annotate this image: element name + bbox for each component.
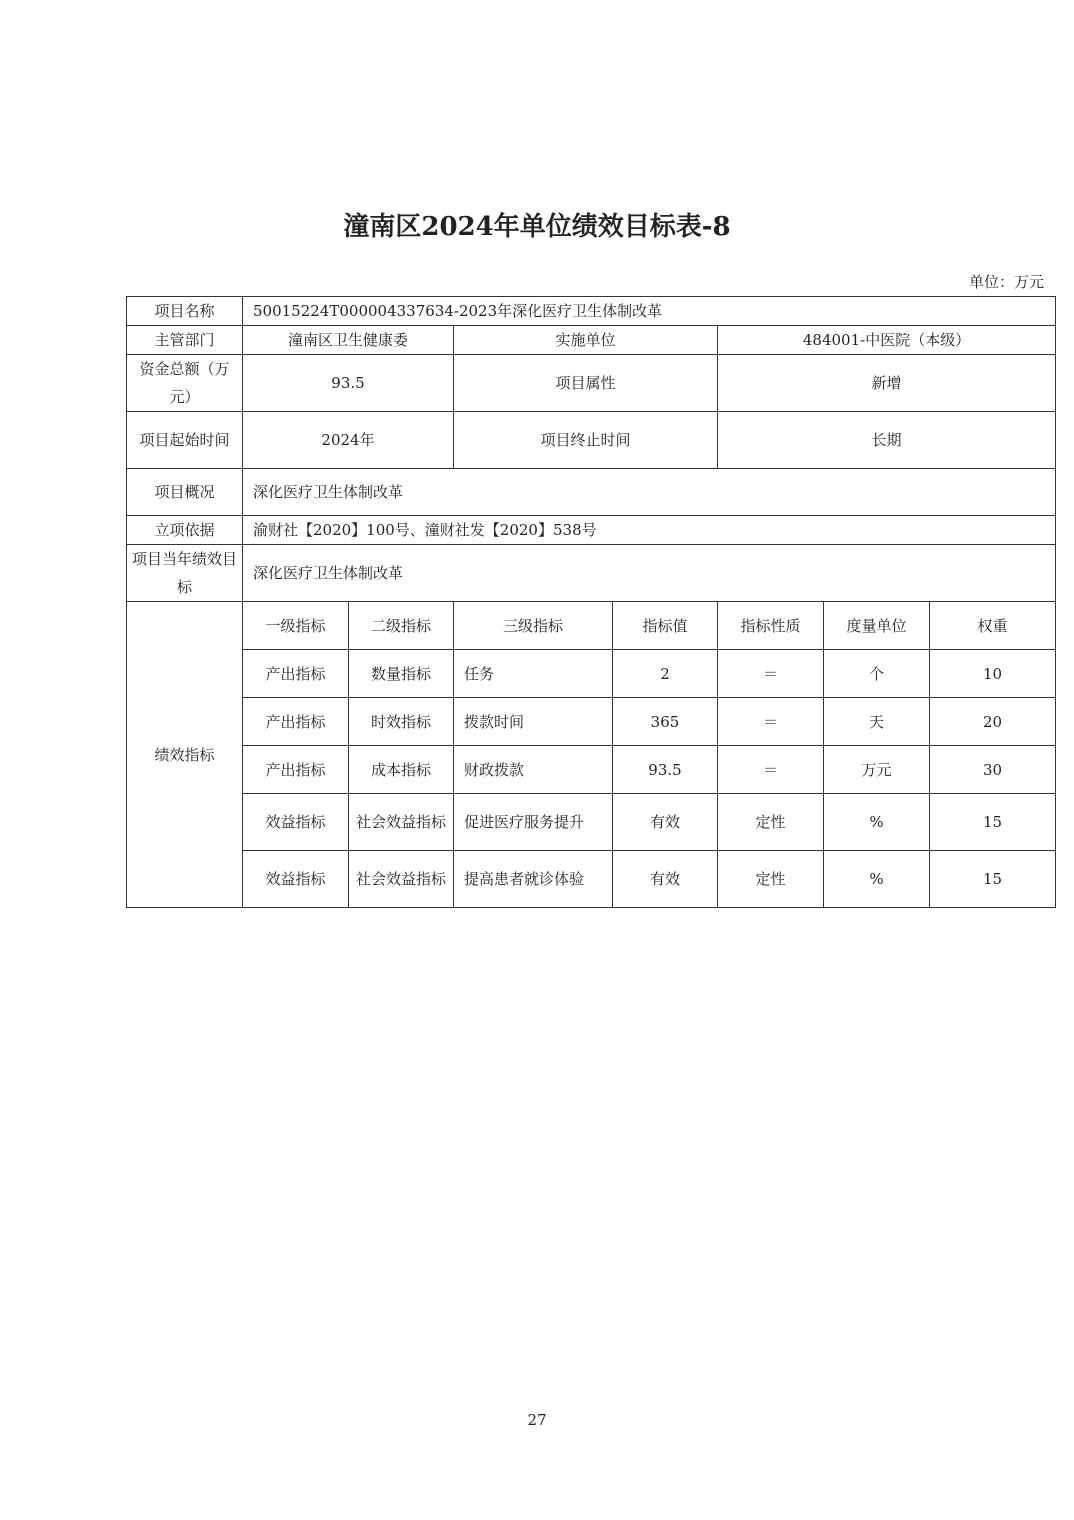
header-unit: 度量单位	[824, 602, 930, 650]
end-value: 长期	[718, 412, 1056, 469]
row-period	[127, 412, 1056, 469]
weight-cell: 15	[930, 794, 1056, 851]
indicator-row	[127, 851, 1056, 908]
weight-cell: 30	[930, 746, 1056, 794]
header-value: 指标值	[613, 602, 718, 650]
level2-cell: 时效指标	[349, 698, 454, 746]
basis-value: 渝财社【2020】100号、潼财社发【2020】538号	[243, 516, 1056, 545]
level1-cell: 产出指标	[243, 746, 349, 794]
page-title: 潼南区2024年单位绩效目标表-8	[343, 212, 731, 242]
start-label: 项目起始时间	[127, 412, 243, 469]
nature-cell: 定性	[718, 794, 824, 851]
row-fund	[127, 355, 1056, 412]
header-level1: 一级指标	[243, 602, 349, 650]
value-cell: 93.5	[613, 746, 718, 794]
end-label: 项目终止时间	[454, 412, 718, 469]
unit-cell: %	[824, 851, 930, 908]
impl-label: 实施单位	[454, 326, 718, 355]
unit-cell: 个	[824, 650, 930, 698]
row-goal	[127, 545, 1056, 602]
project-name-value: 50015224T000004337634-2023年深化医疗卫生体制改革	[243, 297, 1056, 326]
level3-cell: 任务	[454, 650, 613, 698]
overview-label: 项目概况	[127, 469, 243, 516]
unit-cell: %	[824, 794, 930, 851]
level2-cell: 社会效益指标	[349, 794, 454, 851]
level3-cell: 拨款时间	[454, 698, 613, 746]
basis-label: 立项依据	[127, 516, 243, 545]
row-overview	[127, 469, 1056, 516]
value-cell: 有效	[613, 794, 718, 851]
level3-cell: 促进医疗服务提升	[454, 794, 613, 851]
indicator-row	[127, 794, 1056, 851]
value-cell: 2	[613, 650, 718, 698]
nature-cell: ＝	[718, 650, 824, 698]
start-value: 2024年	[243, 412, 454, 469]
goal-label: 项目当年绩效目标	[127, 545, 243, 602]
fund-label: 资金总额（万元）	[127, 355, 243, 412]
level3-cell: 提高患者就诊体验	[454, 851, 613, 908]
unit-label: 单位：万元	[968, 273, 1044, 291]
level1-cell: 产出指标	[243, 698, 349, 746]
indicator-row	[127, 650, 1056, 698]
header-nature: 指标性质	[718, 602, 824, 650]
overview-value: 深化医疗卫生体制改革	[243, 469, 1056, 516]
indicator-row	[127, 698, 1056, 746]
indicator-section-label: 绩效指标	[127, 602, 243, 908]
attr-value: 新增	[718, 355, 1056, 412]
row-project-name	[127, 297, 1056, 326]
fund-value: 93.5	[243, 355, 454, 412]
row-department	[127, 326, 1056, 355]
row-basis	[127, 516, 1056, 545]
value-cell: 有效	[613, 851, 718, 908]
value-cell: 365	[613, 698, 718, 746]
attr-label: 项目属性	[454, 355, 718, 412]
unit-cell: 天	[824, 698, 930, 746]
nature-cell: 定性	[718, 851, 824, 908]
performance-target-table	[126, 296, 1056, 908]
page-number: 27	[527, 1411, 547, 1429]
level3-cell: 财政拨款	[454, 746, 613, 794]
nature-cell: ＝	[718, 698, 824, 746]
level1-cell: 产出指标	[243, 650, 349, 698]
header-weight: 权重	[930, 602, 1056, 650]
header-level2: 二级指标	[349, 602, 454, 650]
weight-cell: 15	[930, 851, 1056, 908]
indicator-row	[127, 746, 1056, 794]
impl-value: 484001-中医院（本级）	[718, 326, 1056, 355]
dept-label: 主管部门	[127, 326, 243, 355]
nature-cell: ＝	[718, 746, 824, 794]
level2-cell: 数量指标	[349, 650, 454, 698]
dept-value: 潼南区卫生健康委	[243, 326, 454, 355]
level1-cell: 效益指标	[243, 851, 349, 908]
project-name-label: 项目名称	[127, 297, 243, 326]
weight-cell: 10	[930, 650, 1056, 698]
level1-cell: 效益指标	[243, 794, 349, 851]
goal-value: 深化医疗卫生体制改革	[243, 545, 1056, 602]
indicator-header-row	[127, 602, 1056, 650]
unit-cell: 万元	[824, 746, 930, 794]
level2-cell: 成本指标	[349, 746, 454, 794]
level2-cell: 社会效益指标	[349, 851, 454, 908]
header-level3: 三级指标	[454, 602, 613, 650]
weight-cell: 20	[930, 698, 1056, 746]
